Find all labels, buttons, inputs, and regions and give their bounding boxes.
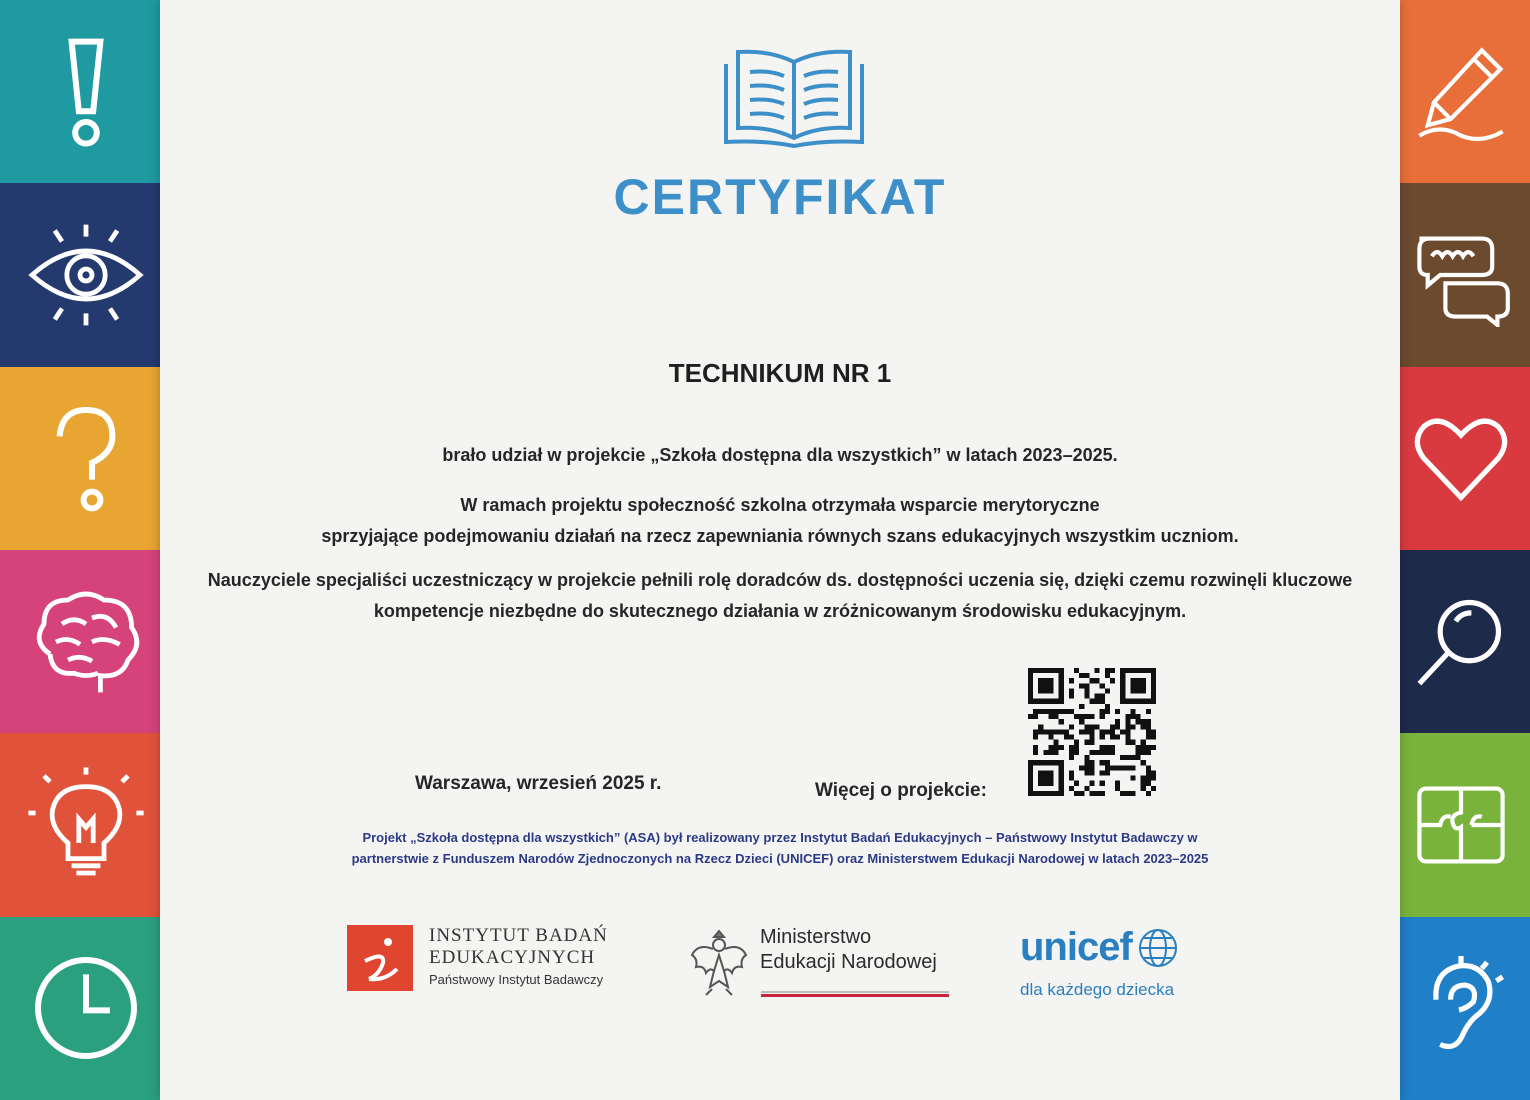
support-line-2: sprzyjające podejmowaniu działań na rzecz zapewniania równych szans edukacyjnych wszystkim uczniom. bbox=[321, 526, 1239, 546]
globe-icon bbox=[1136, 926, 1180, 970]
border-tile bbox=[0, 0, 172, 183]
left-border bbox=[0, 0, 172, 1100]
footnote-line-1: Projekt „Szkoła dostępna dla wszystkich” (ASA) był realizowany przez Instytut Badań Edukacyjnych – Państwowy Instytut Badawczy w bbox=[362, 830, 1198, 845]
border-tile bbox=[0, 550, 172, 733]
support-line-1: W ramach projektu społeczność szkolna otrzymała wsparcie merytoryczne bbox=[460, 495, 1100, 515]
exclamation-icon bbox=[26, 32, 146, 152]
unicef-wordmark: unicef bbox=[1020, 925, 1132, 969]
teachers-line-1: Nauczyciele specjaliści uczestniczący w projekcie pełnili rolę doradców ds. dostępności uczenia się, dzięki czemu rozwinęli kluczowe bbox=[207, 570, 1353, 590]
open-book-icon bbox=[720, 42, 868, 150]
teachers-paragraph bbox=[160, 565, 1400, 627]
border-tile bbox=[0, 183, 172, 366]
place-date: Warszawa, wrzesień 2025 r. bbox=[415, 773, 662, 794]
men-name-line-1: Ministerstwo bbox=[760, 926, 872, 948]
border-tile bbox=[1392, 367, 1530, 550]
border-tile bbox=[1392, 550, 1530, 733]
border-tile bbox=[0, 733, 172, 916]
qr-code[interactable] bbox=[1028, 668, 1156, 796]
project-footnote bbox=[160, 827, 1400, 869]
unicef-logo bbox=[1020, 925, 1195, 1015]
more-info-label: Więcej o projekcie: bbox=[815, 780, 987, 801]
teachers-line-2: kompetencje niezbędne do skutecznego działania w zróżnicowanym środowisku edukacyjnym. bbox=[373, 601, 1187, 621]
unicef-tagline: dla każdego dziecka bbox=[1020, 980, 1175, 999]
ibe-logo-mark bbox=[347, 925, 413, 991]
question-icon bbox=[26, 398, 146, 518]
right-border bbox=[1392, 0, 1530, 1100]
border-tile bbox=[1392, 183, 1530, 366]
heart-icon bbox=[1409, 406, 1513, 510]
certificate-sheet bbox=[160, 0, 1400, 1100]
school-name: TECHNIKUM NR 1 bbox=[668, 358, 892, 388]
eye-icon bbox=[26, 215, 146, 335]
men-logo bbox=[688, 925, 953, 1000]
ibe-logo bbox=[347, 925, 647, 995]
pencil-icon bbox=[1409, 40, 1513, 144]
speech-bubbles-icon bbox=[1409, 223, 1513, 327]
ibe-name-line-1: INSTYTUT BADAŃ bbox=[429, 925, 608, 946]
certificate-title: CERTYFIKAT bbox=[613, 169, 947, 225]
lightbulb-icon bbox=[26, 765, 146, 885]
ibe-subtitle: Państwowy Instytut Badawczy bbox=[429, 972, 604, 987]
footnote-line-2: partnerstwie z Funduszem Narodów Zjednoczonych na Rzecz Dzieci (UNICEF) oraz Ministerstwem Edukacji Narodowej w latach 2023–2025 bbox=[351, 851, 1209, 866]
ear-icon bbox=[1409, 956, 1513, 1060]
border-tile bbox=[1392, 917, 1530, 1100]
clock-icon bbox=[26, 948, 146, 1068]
puzzle-icon bbox=[1409, 773, 1513, 877]
border-tile bbox=[1392, 0, 1530, 183]
men-name-line-2: Edukacji Narodowej bbox=[760, 951, 937, 973]
border-tile bbox=[0, 917, 172, 1100]
magnifier-icon bbox=[1409, 590, 1513, 694]
support-paragraph bbox=[160, 490, 1400, 552]
border-tile bbox=[0, 367, 172, 550]
brain-icon bbox=[26, 582, 146, 702]
ibe-name-line-2: EDUKACYJNYCH bbox=[429, 947, 596, 968]
men-flag-line bbox=[761, 991, 949, 997]
participation-text: brało udział w projekcie „Szkoła dostępna dla wszystkich” w latach 2023–2025. bbox=[442, 445, 1118, 465]
border-tile bbox=[1392, 733, 1530, 916]
eagle-emblem-icon bbox=[688, 925, 750, 997]
